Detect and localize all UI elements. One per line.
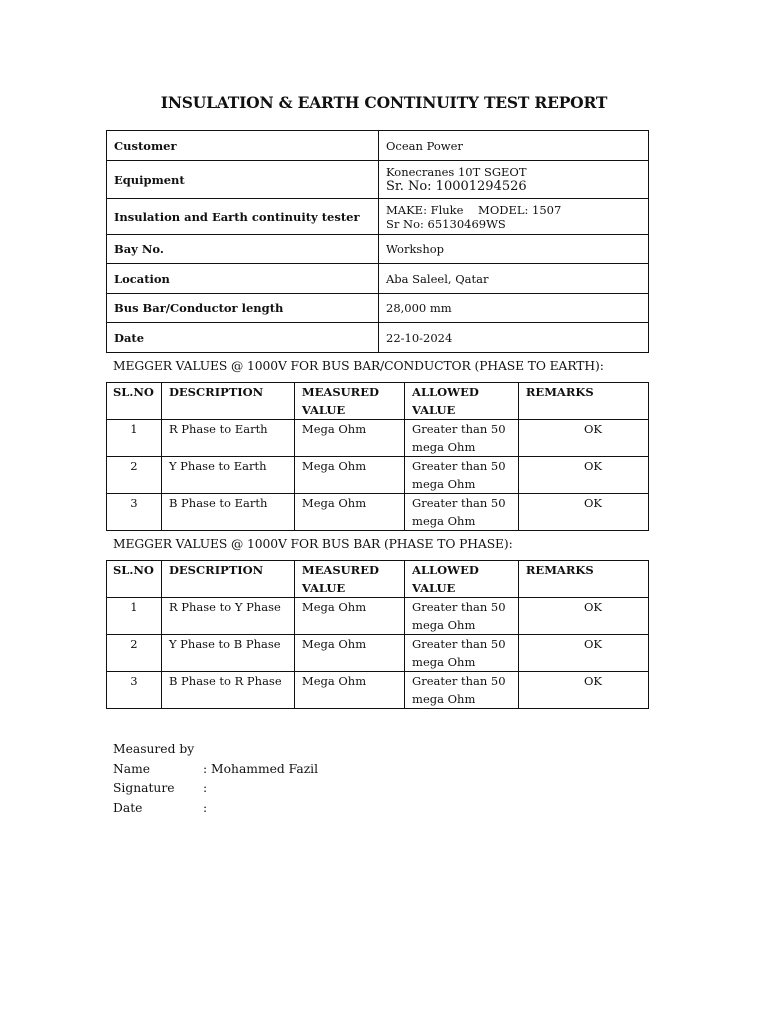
cell-slno: 2: [107, 457, 162, 494]
signoff-name-row: [113, 760, 318, 780]
cell-remarks: OK: [518, 635, 648, 672]
table-header-row: [107, 383, 649, 420]
cell-description: R Phase to Y Phase: [161, 598, 294, 635]
tester-make-model: MAKE: Fluke MODEL: 1507: [386, 202, 562, 217]
cell-allowed: Greater than 50 mega Ohm: [405, 672, 519, 709]
cell-description: Y Phase to Earth: [161, 457, 294, 494]
signoff-block: [113, 740, 318, 818]
tester-value: [379, 199, 649, 235]
header-slno: SL.NO: [107, 383, 162, 420]
cell-description: Y Phase to B Phase: [161, 635, 294, 672]
tester-label: Insulation and Earth continuity tester: [107, 199, 379, 235]
bay-label: Bay No.: [107, 235, 379, 264]
cell-slno: 1: [107, 420, 162, 457]
cell-allowed: Greater than 50 mega Ohm: [405, 494, 519, 531]
cell-description: B Phase to Earth: [161, 494, 294, 531]
header-allowed: ALLOWED VALUE: [405, 561, 519, 598]
customer-value: Ocean Power: [379, 131, 649, 161]
cell-description: R Phase to Earth: [161, 420, 294, 457]
table-row: [107, 457, 649, 494]
cell-measured: Mega Ohm: [294, 457, 404, 494]
cell-slno: 3: [107, 494, 162, 531]
info-table: [106, 130, 649, 353]
tester-serial: Sr No: 65130469WS: [386, 216, 506, 231]
table-row: [107, 420, 649, 457]
cell-remarks: OK: [518, 457, 648, 494]
info-row-bay: [107, 235, 649, 264]
header-description: DESCRIPTION: [161, 383, 294, 420]
cell-description: B Phase to R Phase: [161, 672, 294, 709]
equipment-value: [379, 161, 649, 199]
signature-label: Signature: [113, 781, 175, 795]
name-label: Name: [113, 761, 151, 776]
signoff-signature-row: [113, 779, 318, 799]
cell-remarks: OK: [518, 598, 648, 635]
header-slno: SL.NO: [107, 561, 162, 598]
header-remarks: REMARKS: [518, 383, 648, 420]
cell-allowed: Greater than 50 mega Ohm: [405, 635, 519, 672]
cell-slno: 3: [107, 672, 162, 709]
header-measured: MEASURED VALUE: [294, 561, 404, 598]
cell-measured: Mega Ohm: [294, 598, 404, 635]
section1-heading: MEGGER VALUES @ 1000V FOR BUS BAR/CONDUCTOR (PHASE TO EARTH):: [113, 359, 604, 373]
customer-label: Customer: [107, 131, 379, 161]
info-row-length: [107, 294, 649, 323]
cell-slno: 1: [107, 598, 162, 635]
table-header-row: [107, 561, 649, 598]
table-row: [107, 635, 649, 672]
info-row-equipment: [107, 161, 649, 199]
bay-value: Workshop: [379, 235, 649, 264]
table-row: [107, 494, 649, 531]
cell-measured: Mega Ohm: [294, 635, 404, 672]
signoff-date-value: :: [203, 800, 208, 815]
cell-remarks: OK: [518, 420, 648, 457]
cell-measured: Mega Ohm: [294, 672, 404, 709]
length-value: 28,000 mm: [379, 294, 649, 323]
info-row-date: [107, 323, 649, 353]
equipment-label: Equipment: [107, 161, 379, 199]
cell-remarks: OK: [518, 672, 648, 709]
cell-allowed: Greater than 50 mega Ohm: [405, 457, 519, 494]
location-label: Location: [107, 264, 379, 294]
date-value: 22-10-2024: [379, 323, 649, 353]
length-label: Bus Bar/Conductor length: [107, 294, 379, 323]
header-description: DESCRIPTION: [161, 561, 294, 598]
signature-value: :: [203, 781, 208, 795]
header-measured: MEASURED VALUE: [294, 383, 404, 420]
info-row-customer: [107, 131, 649, 161]
location-value: Aba Saleel, Qatar: [379, 264, 649, 294]
cell-allowed: Greater than 50 mega Ohm: [405, 598, 519, 635]
date-label: Date: [107, 323, 379, 353]
table-row: [107, 672, 649, 709]
cell-measured: Mega Ohm: [294, 420, 404, 457]
phase-to-earth-table: [106, 382, 649, 531]
signoff-heading: Measured by: [113, 742, 195, 756]
header-remarks: REMARKS: [518, 561, 648, 598]
cell-measured: Mega Ohm: [294, 494, 404, 531]
phase-to-phase-table: [106, 560, 649, 709]
signoff-date-row: [113, 799, 318, 819]
name-value: : Mohammed Fazil: [203, 761, 319, 776]
header-allowed: ALLOWED VALUE: [405, 383, 519, 420]
equipment-model: Konecranes 10T SGEOT: [386, 165, 527, 179]
section2-heading: MEGGER VALUES @ 1000V FOR BUS BAR (PHASE TO PHASE):: [113, 537, 513, 551]
info-row-location: [107, 264, 649, 294]
equipment-serial: Sr. No: 10001294526: [386, 179, 527, 194]
cell-allowed: Greater than 50 mega Ohm: [405, 420, 519, 457]
cell-slno: 2: [107, 635, 162, 672]
report-title: INSULATION & EARTH CONTINUITY TEST REPORT: [160, 93, 608, 112]
info-row-tester: [107, 199, 649, 235]
signoff-date-label: Date: [113, 800, 143, 815]
cell-remarks: OK: [518, 494, 648, 531]
table-row: [107, 598, 649, 635]
